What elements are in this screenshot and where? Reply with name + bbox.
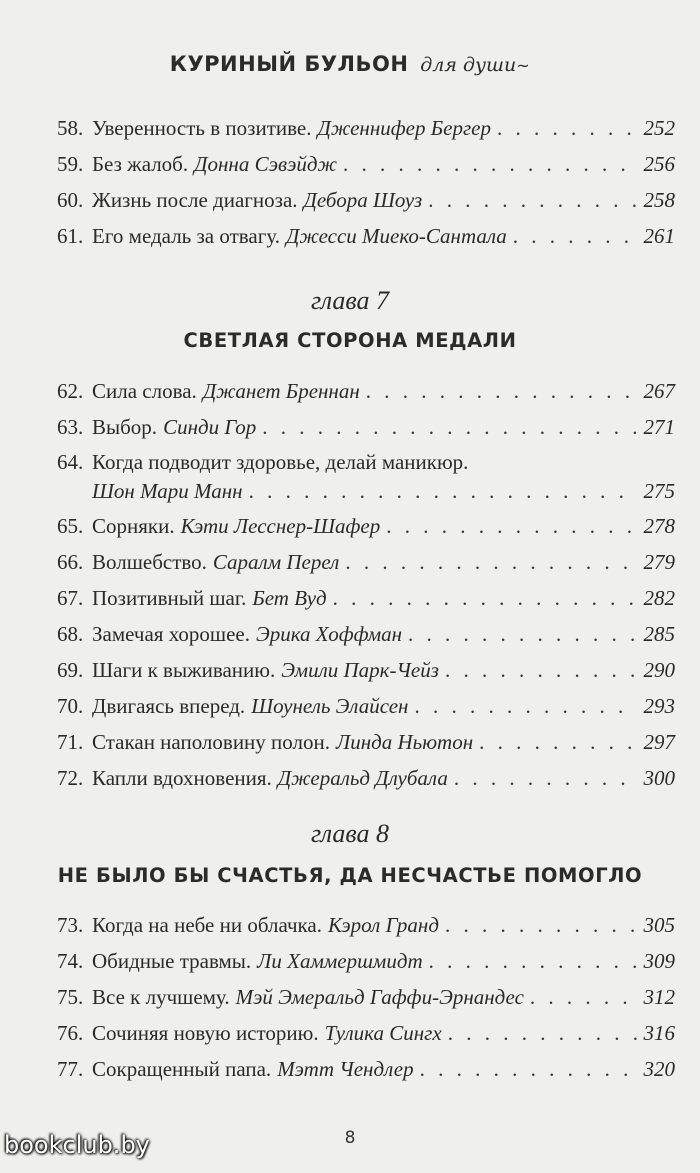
entry-page: 252 [643,116,675,140]
entry-title: Сорняки. [92,514,175,538]
entry-page: 312 [643,985,675,1009]
entry-title: Когда на небе ни облачка. [92,913,322,937]
entry-title: Все к лучшему. [92,985,230,1009]
entry-page: 290 [643,658,675,682]
entry-author: Дженнифер Бергер [317,116,491,140]
entry-author: Эрика Хоффман [255,622,403,646]
entry-number: 67. [57,586,84,610]
entry-page: 258 [643,188,675,212]
entry-page: 285 [643,622,675,646]
dot-leader [249,477,638,506]
entry-author: Кэти Лесснер-Шафер [180,514,381,538]
entry-number: 70. [57,694,84,718]
entry-title: Двигаясь вперед. [92,694,246,718]
entry-title: Сокращенный папа. [92,1057,272,1081]
entry-page: 282 [643,586,675,610]
running-head-swash: ~ [516,56,531,75]
entry-number: 74. [57,949,84,973]
chapter-title: СВЕТЛАЯ СТОРОНА МЕДАЛИ [183,329,517,352]
entry-page: 261 [643,224,675,248]
entry-page: 305 [643,913,675,937]
dot-leader [445,910,638,941]
entry-author: Шоунель Элайсен [251,694,409,718]
entry-title: Жизнь после диагноза. [92,188,298,212]
toc-entry[interactable] [57,547,675,578]
dot-leader [366,376,638,407]
toc-entry[interactable] [57,221,675,252]
toc-entry[interactable] [57,727,675,758]
entry-author: Джесси Миеко-Сантала [286,224,507,248]
dot-leader [343,149,637,180]
toc-entry[interactable] [57,619,675,650]
entry-title: Капли вдохновения. [92,766,272,790]
entry-title: Сила слова. [92,379,197,403]
entry-author: Бет Вуд [252,586,327,610]
toc-entry[interactable] [57,583,675,614]
dot-leader [333,583,638,614]
entry-number: 66. [57,550,84,574]
dot-leader [454,763,638,794]
dot-leader [420,1054,638,1085]
entry-number: 77. [57,1057,84,1081]
entry-title: Когда подводит здоровье, делай маникюр. [92,450,469,474]
entry-title: Шаги к выживанию. [92,658,276,682]
dot-leader [513,221,638,252]
toc-entry[interactable] [57,946,675,977]
toc-entry[interactable] [57,185,675,216]
running-head [0,52,700,76]
toc-entry[interactable] [57,1054,675,1085]
toc-entry[interactable] [57,982,675,1013]
entry-number: 68. [57,622,84,646]
entry-author: Синди Гор [163,415,257,439]
entry-number: 61. [57,224,84,248]
entry-page: 297 [643,730,675,754]
entry-number: 73. [57,913,84,937]
entry-number: 75. [57,985,84,1009]
entry-author: Джеральд Длубала [277,766,448,790]
entry-page: 293 [643,694,675,718]
entry-author: Шон Мари Манн [92,479,243,503]
running-head-script: для души [420,54,517,76]
entry-author: Линда Ньютон [335,730,474,754]
page-number: 8 [344,1128,356,1148]
entry-number: 72. [57,766,84,790]
entry-number: 76. [57,1021,84,1045]
entry-title: Позитивный шаг. [92,586,247,610]
chapter-heading: глава 7 [310,286,390,315]
toc-entry[interactable] [57,511,675,542]
watermark: bookclub.by [4,1131,150,1159]
chapter-heading: глава 8 [310,819,390,848]
entry-author: Мэй Эмеральд Гаффи-Эрнандес [235,985,524,1009]
entry-author: Мэтт Чендлер [277,1057,414,1081]
dot-leader [345,547,637,578]
entry-title: Уверенность в позитиве. [92,116,312,140]
entry-page: 275 [643,479,675,503]
toc-list-section-6 [57,113,675,252]
entry-title: Волшебство. [92,550,207,574]
entry-author: Эмили Парк-Чейз [281,658,439,682]
dot-leader [429,946,638,977]
dot-leader [428,185,637,216]
dot-leader [408,619,637,650]
entry-number: 62. [57,379,84,403]
toc-entry[interactable] [57,149,675,180]
entry-page: 320 [643,1057,675,1081]
toc-entry[interactable] [57,1018,675,1049]
entry-title: Сочиняя новую историю. [92,1021,319,1045]
dot-leader [386,511,637,542]
entry-title: Стакан наполовину полон. [92,730,330,754]
toc-list-chapter-7 [57,376,675,794]
toc-entry[interactable] [57,910,675,941]
toc-entry[interactable] [57,376,675,407]
entry-number: 63. [57,415,84,439]
dot-leader [448,1018,638,1049]
entry-page: 300 [643,766,675,790]
toc-entry[interactable] [57,655,675,686]
dot-leader [262,412,637,443]
entry-title: Обидные травмы. [92,949,252,973]
dot-leader [445,655,638,686]
toc-entry[interactable] [57,691,675,722]
entry-number: 64. [57,450,84,474]
entry-author: Донна Сэвэйдж [194,152,338,176]
dot-leader [497,113,638,144]
entry-author: Саралм Перел [212,550,340,574]
entry-author: Тулика Сингх [324,1021,442,1045]
entry-author: Дебора Шоуз [303,188,423,212]
entry-number: 58. [57,116,84,140]
entry-page: 271 [643,415,675,439]
entry-author: Ли Хаммершмидт [257,949,423,973]
entry-number: 60. [57,188,84,212]
toc-list-chapter-8 [57,910,675,1085]
entry-author: Джанет Бреннан [202,379,360,403]
toc-entry[interactable] [57,113,675,144]
entry-title: Его медаль за отвагу. [92,224,280,248]
entry-page: 278 [643,514,675,538]
entry-number: 65. [57,514,84,538]
entry-number: 59. [57,152,84,176]
entry-title: Без жалоб. [92,152,189,176]
toc-entry[interactable] [57,412,675,443]
entry-page: 309 [643,949,675,973]
dot-leader [414,691,637,722]
toc-entry[interactable] [57,763,675,794]
entry-author: Кэрол Гранд [328,913,439,937]
entry-page: 279 [643,550,675,574]
dot-leader [530,982,638,1013]
toc-entry[interactable] [57,448,675,506]
entry-page: 267 [643,379,675,403]
entry-page: 256 [643,152,675,176]
entry-page: 316 [643,1021,675,1045]
chapter-title: НЕ БЫЛО БЫ СЧАСТЬЯ, ДА НЕСЧАСТЬЕ ПОМОГЛО [57,864,643,887]
dot-leader [479,727,637,758]
entry-title: Замечая хорошее. [92,622,250,646]
running-head-title: КУРИНЫЙ БУЛЬОН [169,52,409,76]
entry-number: 69. [57,658,84,682]
entry-number: 71. [57,730,84,754]
entry-title: Выбор. [92,415,158,439]
